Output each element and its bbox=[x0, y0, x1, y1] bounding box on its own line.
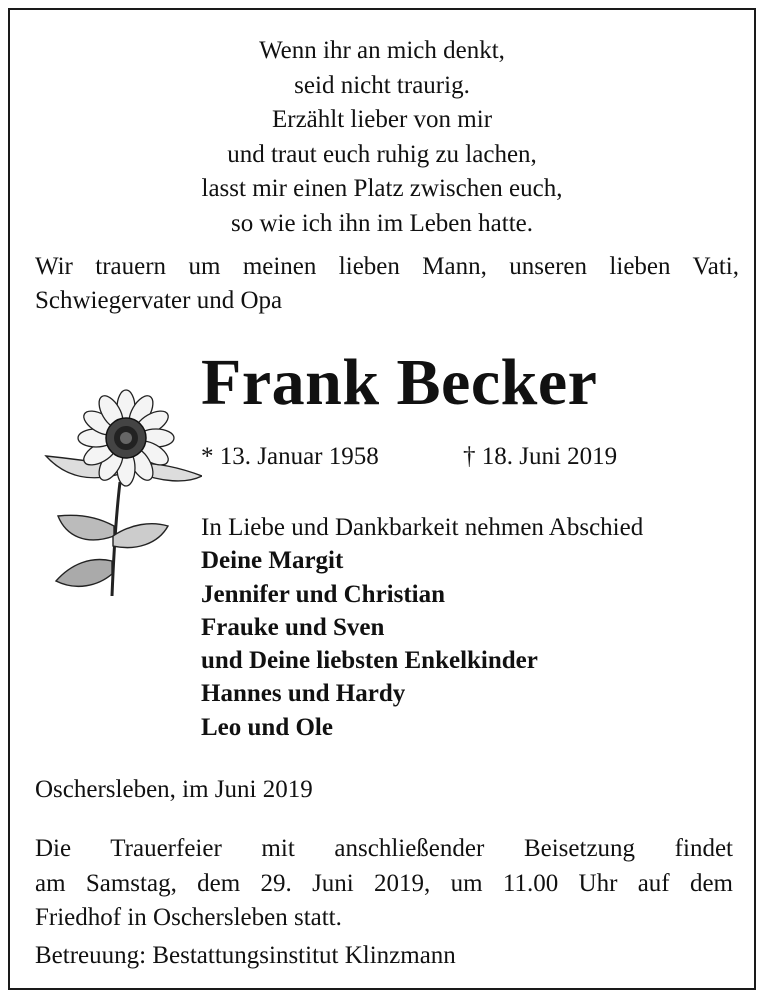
poem-line: lasst mir einen Platz zwischen euch, bbox=[201, 175, 563, 202]
mourner-name: Deine Margit bbox=[201, 547, 344, 575]
poem bbox=[10, 34, 754, 241]
farewell-lead: In Liebe und Dankbarkeit nehmen Abschied bbox=[201, 514, 644, 541]
death-date: † 18. Juni 2019 bbox=[463, 443, 618, 470]
funeral-service-info bbox=[35, 832, 733, 936]
mourning-intro: Wir trauern um meinen lieben Mann, unseren lieben Vati, Schwiegervater und Opa bbox=[35, 253, 739, 314]
place-date: Oschersleben, im Juni 2019 bbox=[35, 776, 313, 803]
funeral-home: Betreuung: Bestattungsinstitut Klinzmann bbox=[35, 942, 456, 969]
mourner-name: Frauke und Sven bbox=[201, 613, 385, 641]
obituary-notice bbox=[8, 8, 756, 990]
poem-line: seid nicht traurig. bbox=[294, 71, 470, 99]
mourner-name: Hannes und Hardy bbox=[201, 680, 406, 708]
poem-line: Erzählt lieber von mir bbox=[271, 106, 493, 133]
service-line: Die Trauerfeier mit anschließender Beisetzung findet bbox=[35, 835, 733, 862]
mourner-name: und Deine liebsten Enkelkinder bbox=[201, 647, 538, 675]
service-line: am Samstag, dem 29. Juni 2019, um 11.00 Uhr auf dem bbox=[35, 869, 733, 897]
service-line: Friedhof in Oschersleben statt. bbox=[35, 904, 342, 931]
birth-date: * 13. Januar 1958 bbox=[201, 443, 379, 470]
farewell-block bbox=[201, 511, 643, 744]
sunflower-icon bbox=[36, 386, 202, 610]
mourner-name: Jennifer und Christian bbox=[201, 580, 446, 608]
deceased-name: Frank Becker bbox=[201, 346, 598, 419]
poem-line: und traut euch ruhig zu lachen, bbox=[227, 140, 537, 168]
mourner-name: Leo und Ole bbox=[201, 713, 333, 741]
poem-line: Wenn ihr an mich denkt, bbox=[259, 37, 505, 64]
poem-line: so wie ich ihn im Leben hatte. bbox=[230, 209, 533, 237]
